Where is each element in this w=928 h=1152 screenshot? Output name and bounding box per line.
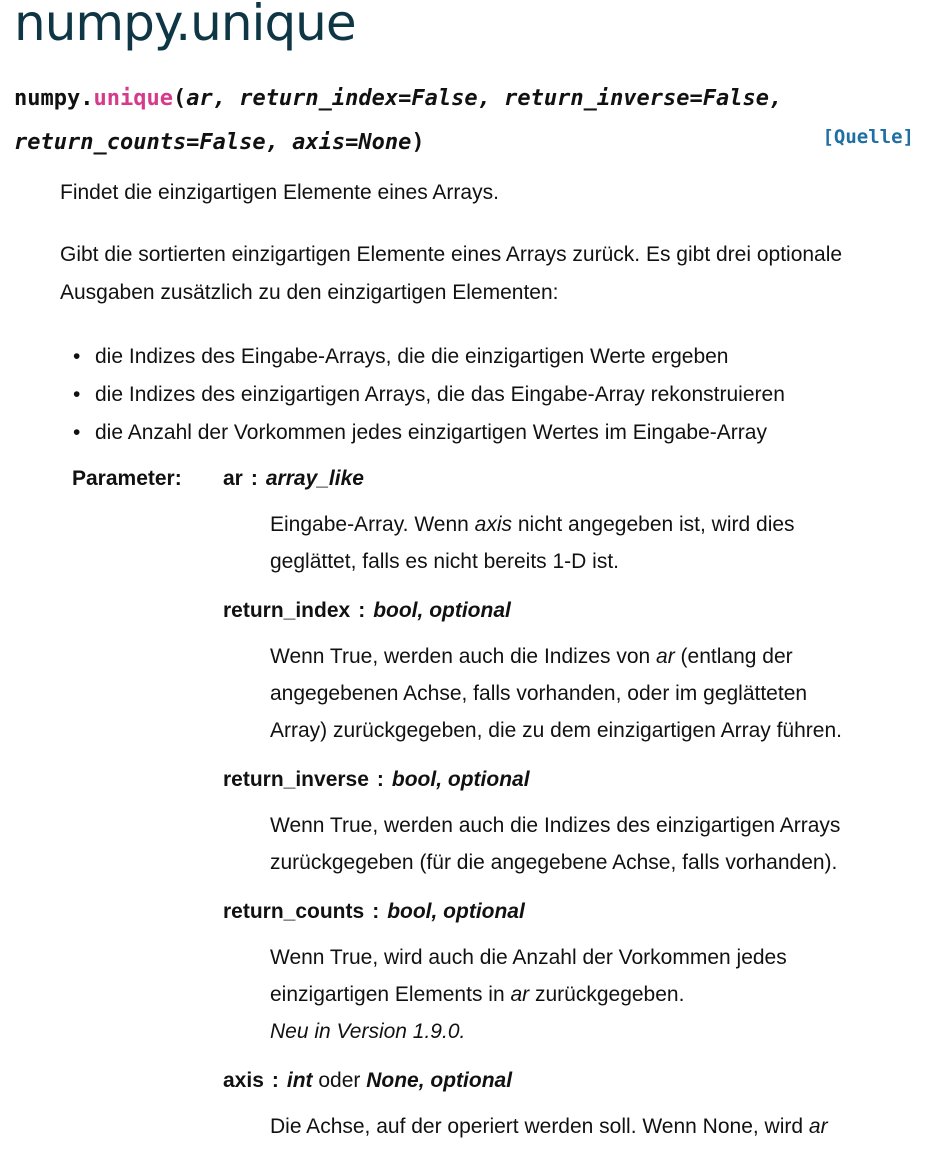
param-type: int — [286, 1069, 313, 1092]
signature-args-line-1: ar, return_index=False, return_inverse=False, — [186, 86, 783, 111]
param-name: return_inverse — [223, 768, 369, 791]
text: geglättet, falls es nicht bereits 1-D ist. — [270, 550, 619, 573]
param-header-return-index — [223, 599, 511, 623]
param-name: axis — [223, 1069, 264, 1092]
version-note: Neu in Version 1.9.0. — [270, 1020, 466, 1043]
param-desc-ar — [270, 506, 920, 580]
param-separator: : — [250, 467, 258, 490]
param-separator: : — [372, 900, 380, 923]
text-em: ar — [510, 983, 530, 1006]
text-em: ar — [656, 645, 675, 668]
param-header-ar — [223, 467, 364, 491]
list-item: • die Indizes des einzigartigen Arrays, die das Eingabe-Array rekonstruieren — [95, 376, 785, 414]
source-link[interactable]: [Quelle] — [822, 126, 914, 148]
signature-close-paren: ) — [411, 130, 425, 155]
param-desc-return-inverse — [270, 807, 920, 881]
param-header-return-counts — [223, 900, 525, 924]
text-em: axis — [474, 513, 513, 536]
param-type: bool, optional — [373, 599, 511, 622]
list-item: • die Anzahl der Vorkommen jedes einzigartigen Wertes im Eingabe-Array — [95, 414, 785, 452]
text: nicht angegeben ist, wird dies — [512, 513, 795, 536]
param-separator: : — [358, 599, 366, 622]
text: (entlang der — [674, 645, 793, 668]
function-signature-line-1 — [14, 86, 782, 111]
signature-open-paren: ( — [172, 86, 187, 111]
signature-args-line-2: return_counts=False, axis=None — [14, 130, 412, 155]
text: Wenn True, wird auch die Anzahl der Vorkommen jedes — [270, 946, 787, 969]
param-type: bool, optional — [387, 900, 525, 923]
param-type: None, optional — [366, 1069, 513, 1092]
description-text: Gibt die sortierten einzigartigen Elemente eines Arrays zurück. Es gibt drei optionale Ausgaben zusätzlich zu den einzigartigen Elementen: — [60, 243, 843, 304]
param-separator: : — [376, 768, 384, 791]
param-name: return_index — [223, 599, 351, 622]
function-signature-line-2 — [14, 130, 425, 155]
text: Wenn True, werden auch die Indizes des einzigartigen Arrays — [270, 814, 841, 837]
param-desc-return-index — [270, 638, 920, 749]
text-em: ar — [808, 1115, 828, 1138]
param-type: array_like — [265, 467, 364, 490]
param-name: ar — [223, 467, 243, 490]
param-name: return_counts — [223, 900, 365, 923]
text: angegebenen Achse, falls vorhanden, oder im geglätteten — [270, 682, 808, 705]
param-separator: : — [271, 1069, 279, 1092]
text: Array) zurückgegeben, die zu dem einzigartigen Array führen. — [270, 719, 842, 742]
output-list — [95, 338, 785, 452]
signature-module: numpy. — [14, 86, 94, 111]
summary-text: Findet die einzigartigen Elemente eines Arrays. — [60, 181, 499, 204]
param-header-return-inverse — [223, 768, 530, 792]
text: zurückgegeben. — [529, 983, 685, 1006]
signature-function-name: unique — [93, 86, 173, 111]
param-type-connector: oder — [312, 1069, 367, 1092]
param-desc-return-counts — [270, 939, 920, 1050]
text: Eingabe-Array. Wenn — [270, 513, 475, 536]
param-header-axis — [223, 1069, 512, 1093]
text: Wenn True, werden auch die Indizes von — [270, 645, 657, 668]
text: zurückgegeben (für die angegebene Achse, falls vorhanden). — [270, 851, 838, 874]
list-item: • die Indizes des Eingabe-Arrays, die die einzigartigen Werte ergeben — [95, 338, 785, 376]
page-title: numpy.unique — [14, 0, 356, 52]
text: einzigartigen Elements in — [270, 983, 511, 1006]
parameters-label: Parameter: — [72, 467, 182, 490]
text: Die Achse, auf der operiert werden soll. Wenn None, wird — [270, 1115, 809, 1138]
param-desc-axis — [270, 1108, 920, 1145]
param-type: bool, optional — [391, 768, 530, 791]
